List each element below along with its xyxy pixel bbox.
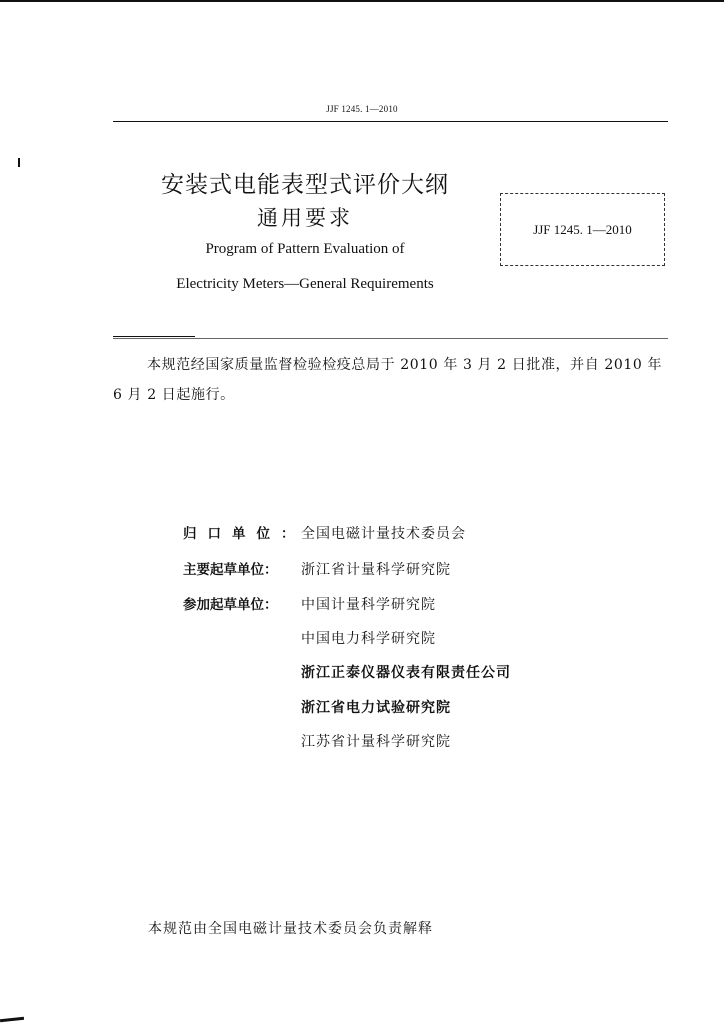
scan-top-border xyxy=(0,0,724,2)
org-label-main-drafter: 主要起草单位： xyxy=(183,562,278,578)
title-english-line-2: Electricity Meters—General Requirements xyxy=(176,276,434,292)
org-value-main-drafter: 浙江省计量科学研究院 xyxy=(301,562,451,578)
org-row-participant xyxy=(301,731,451,753)
section-rule-short xyxy=(113,336,195,337)
org-value-belonging: 全国电磁计量技术委员会 xyxy=(301,526,466,542)
participant-org: 中国计量科学研究院 xyxy=(301,597,436,613)
interpretation-statement: 本规范由全国电磁计量技术委员会负责解释 xyxy=(148,921,433,937)
org-row-participant xyxy=(301,697,451,719)
scan-mark xyxy=(18,158,20,167)
org-row-belonging xyxy=(183,523,466,545)
title-chinese-line-1: 安装式电能表型式评价大纲 xyxy=(161,172,449,198)
header-standard-code: JJF 1245. 1—2010 xyxy=(326,104,398,114)
participant-org: 中国电力科学研究院 xyxy=(301,631,436,647)
approval-statement: 本规范经国家质量监督检验检疫总局于 2010 年 3 月 2 日批准，并自 2010 年 6 月 2 日起施行。 xyxy=(113,357,663,403)
org-row-main-drafter xyxy=(183,559,451,581)
standard-code-box xyxy=(500,193,665,266)
standard-code-box-text: JJF 1245. 1—2010 xyxy=(533,221,632,237)
org-label-participants: 参加起草单位： xyxy=(183,597,278,613)
participant-org: 浙江省电力试验研究院 xyxy=(301,700,451,716)
title-english-line-1: Program of Pattern Evaluation of xyxy=(205,241,405,257)
org-row-participant xyxy=(301,662,511,684)
org-row-participant xyxy=(301,628,436,650)
scan-mark xyxy=(0,1017,24,1022)
participant-org: 浙江正泰仪器仪表有限责任公司 xyxy=(301,665,511,681)
participant-org: 江苏省计量科学研究院 xyxy=(301,734,451,750)
org-label-belonging: 归口单位： xyxy=(183,526,306,542)
org-row-participants xyxy=(183,594,436,616)
section-rule xyxy=(113,338,668,339)
title-chinese-line-2: 通用要求 xyxy=(257,206,353,230)
header-rule xyxy=(113,121,668,122)
